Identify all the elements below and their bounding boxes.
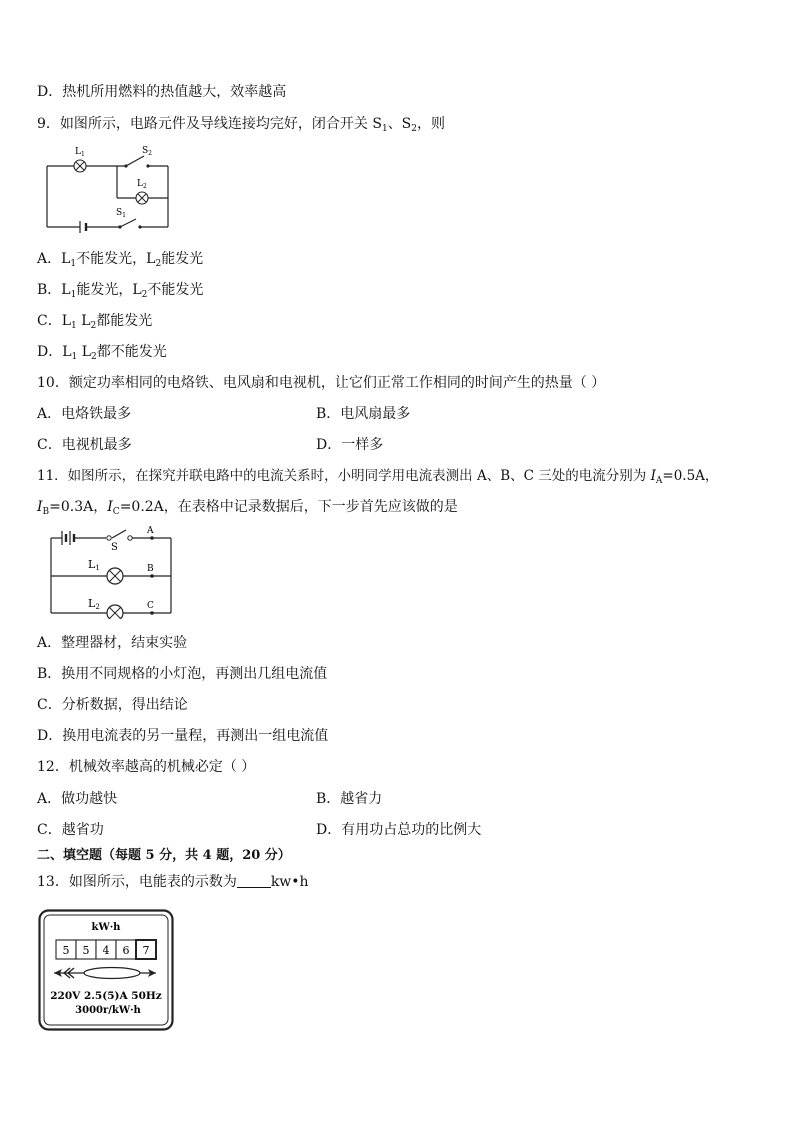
q11-option-b: B．换用不同规格的小灯泡，再测出几组电流值 <box>37 666 328 682</box>
meter-digit: 4 <box>102 944 110 957</box>
section-2-title: 二、填空题（每题 5 分，共 4 题，20 分） <box>37 848 291 863</box>
q11-label-a: A <box>147 526 154 536</box>
q9-lamp-l2 <box>136 192 148 204</box>
q11-option-a: A．整理器材，结束实验 <box>37 635 188 651</box>
q10-option-d: D．一样多 <box>316 437 384 453</box>
q10-option-c: C．电视机最多 <box>37 437 132 453</box>
q12-stem: 12．机械效率越高的机械必定（ ） <box>37 759 256 775</box>
q11-label-l2: L2 <box>88 597 100 611</box>
electricity-meter <box>38 909 174 1032</box>
meter-digit: 6 <box>122 944 130 957</box>
q9-label-l2: $L_2$ <box>137 179 147 190</box>
q9-option-d: D．$L_1$ $L_2$都不能发光 <box>37 344 167 362</box>
q13-stem: 13．如图所示，电能表的示数为 kw•h <box>37 874 309 890</box>
q11-circuit-diagram <box>44 524 179 619</box>
q13-answer-blank <box>237 873 271 888</box>
q10-option-a: A．电烙铁最多 <box>37 406 132 422</box>
meter-digit: 7 <box>142 944 150 957</box>
q12-option-d: D．有用功占总功的比例大 <box>316 822 482 838</box>
q10-option-b: B．电风扇最多 <box>316 406 411 422</box>
meter-unit-label: kW·h <box>91 922 121 933</box>
q12-option-a: A．做功越快 <box>37 791 118 807</box>
meter-spec: 220V 2.5(5)A 50Hz <box>50 990 162 1002</box>
q8-option-d: D．热机所用燃料的热值越大，效率越高 <box>37 84 287 100</box>
meter-digit: 5 <box>62 944 70 957</box>
q9-circuit-diagram <box>40 142 180 237</box>
meter-rev: 3000r/kW·h <box>75 1005 141 1016</box>
q11-option-d: D．换用电流表的另一量程，再测出一组电流值 <box>37 728 329 744</box>
q11-stem-line1: 11．如图所示，在探究并联电路中的电流关系时，小明同学用电流表测出 A、B、C 三处的电流分别为 $I_A=0.5A$， <box>37 468 719 486</box>
q12-option-b: B．越省力 <box>316 791 383 807</box>
q9-option-a: A．$L_1$不能发光，$L_2$能发光 <box>37 251 204 269</box>
q9-label-s1: $S_1$ <box>116 208 126 219</box>
q9-option-b: B．$L_1$能发光，$L_2$不能发光 <box>37 282 204 300</box>
q11-label-c: C <box>147 601 154 611</box>
q9-option-c: C．$L_1$ $L_2$都能发光 <box>37 313 153 331</box>
q9-label-s2: $S_2$ <box>142 146 152 157</box>
q11-option-c: C．分析数据，得出结论 <box>37 697 188 713</box>
q12-option-c: C．越省功 <box>37 822 104 838</box>
q11-label-b: B <box>147 564 154 574</box>
q10-stem: 10．额定功率相同的电烙铁、电风扇和电视机，让它们正常工作相同的时间产生的热量（ ） <box>37 375 606 391</box>
q11-label-l1: L1 <box>88 558 100 572</box>
meter-digit: 5 <box>82 944 90 957</box>
q11-label-s: S <box>111 542 118 553</box>
q11-stem-line2: $I_B=0.3A$，$I_C=0.2A$，在表格中记录数据后，下一步首先应该做的是 <box>37 499 458 517</box>
q9-lamp-l1 <box>74 160 86 172</box>
q9-label-l1: $L_1$ <box>75 147 85 158</box>
q11-lamp-l1 <box>107 568 123 584</box>
q11-lamp-l2 <box>107 605 123 619</box>
q9-stem: 9．如图所示，电路元件及导线连接均完好，闭合开关 $S_1$、$S_2$，则 <box>37 116 446 134</box>
